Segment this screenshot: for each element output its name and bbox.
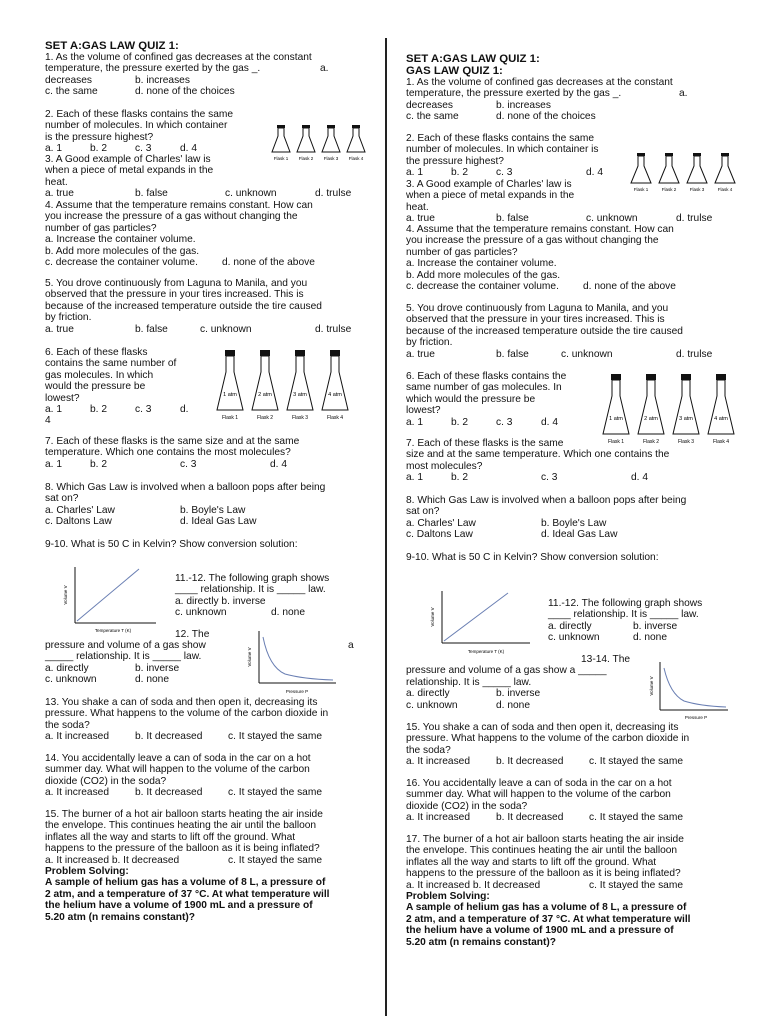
question-text: 13-14. The — [581, 654, 631, 665]
pressure-label: 1 atm — [609, 416, 623, 422]
pressure-label: 1 atm — [223, 392, 237, 398]
question-text: 11.-12. The following graph shows — [548, 598, 703, 609]
option-a: a. It increased — [406, 812, 470, 824]
option-a-marker: a. — [679, 88, 688, 100]
question-text: same number of gas molecules. In — [406, 382, 562, 394]
question-text: 4. Assume that the temperature remains constant. How can — [406, 224, 674, 235]
question-text: pressure and volume of a gas show a _____ — [406, 665, 607, 677]
option-a: a. directly — [406, 688, 450, 700]
option-a: a. true — [45, 323, 74, 335]
flask-label: Flask 4 — [348, 156, 364, 161]
left-question-7 — [45, 436, 363, 470]
option-c: c. 3 — [180, 458, 197, 470]
question-text: number of gas particles? — [45, 222, 157, 234]
problem-text: the helium have a volume of 1900 mL and a pressure of — [45, 900, 313, 912]
question-text: temperature, the pressure exerted by the gas _. — [45, 63, 261, 75]
option-b: b. inverse — [135, 662, 180, 674]
section-heading: Problem Solving: — [406, 891, 490, 902]
flask-label: Flask 1 — [273, 156, 289, 161]
question-text: would the pressure be — [45, 381, 146, 393]
question-text: summer day. What will happen to the volume of the carbon — [406, 789, 671, 801]
option-c: c. 3 — [496, 416, 513, 428]
flask-label: Flask 3 — [291, 415, 309, 421]
flask-icon — [708, 374, 734, 434]
question-text: the envelope. This continues heating the air until the balloon — [45, 820, 317, 832]
options-ab: a. It increased b. It decreased — [406, 879, 541, 891]
volume-temperature-graph — [428, 587, 548, 659]
right-quiz-subtitle: GAS LAW QUIZ 1: — [406, 65, 503, 77]
flask-icon — [252, 350, 278, 410]
volume-pressure-graph — [644, 658, 734, 724]
question-text: _____ relationship. It is _____ law. — [45, 651, 202, 663]
right-question-17 — [406, 834, 724, 891]
option-a: a. true — [406, 348, 435, 360]
right-quiz-title: SET A:GAS LAW QUIZ 1: — [406, 53, 540, 65]
option-c: c. unknown — [548, 632, 600, 644]
y-axis-label: Volume V — [649, 676, 654, 696]
left-question-5 — [45, 278, 363, 335]
flask-icon — [347, 125, 365, 152]
option-a: a. Charles' Law — [406, 517, 476, 529]
flask-icon — [322, 125, 340, 152]
option-a: a. 1 — [45, 143, 62, 155]
question-text: temperature. Which one contains the most molecules? — [45, 447, 291, 459]
option-d: d. 4 — [586, 167, 603, 179]
question-text: lowest? — [406, 405, 441, 417]
right-question-1 — [406, 77, 724, 123]
right-question-7 — [406, 438, 724, 484]
question-text: the pressure highest? — [406, 155, 504, 167]
question-text: when a piece of metal expands in the — [45, 165, 214, 177]
option-a: a. 1 — [45, 404, 62, 416]
right-question-13 — [406, 654, 646, 711]
flask-label: Flask 4 — [712, 439, 730, 445]
question-text: the envelope. This continues heating the air until the balloon — [406, 845, 678, 857]
left-question-9: 9-10. What is 50 C in Kelvin? Show conversion solution: — [45, 539, 298, 550]
question-text: you increase the pressure of a gas without changing the — [45, 211, 298, 223]
flask-icon — [673, 374, 699, 434]
option-a: a. true — [45, 188, 74, 200]
question-text: size and at the same temperature. Which one contains the — [406, 449, 670, 461]
flask-label: Flask 3 — [323, 156, 339, 161]
option-c: c. Daltons Law — [45, 516, 112, 528]
option-b: b. increases — [496, 99, 551, 111]
flask-icon — [297, 125, 315, 152]
option-d: d. none of the above — [222, 257, 315, 269]
question-text: summer day. What will happen to the volume of the carbon — [45, 764, 310, 776]
question-text: 14. You accidentally leave a can of soda in the car on a hot — [45, 753, 311, 764]
option-a: a. Increase the container volume. — [45, 234, 196, 246]
option-d: d. trulse — [315, 188, 352, 200]
flask-label: Flask 2 — [642, 439, 660, 445]
option-b: b. false — [135, 188, 168, 200]
option-d: d. 4 — [180, 143, 197, 155]
question-text: the soda? — [45, 719, 90, 731]
flask-label: Flask 1 — [633, 187, 649, 192]
left-question-11 — [175, 573, 365, 619]
question-text: by friction. — [45, 312, 92, 324]
question-text: the soda? — [406, 744, 451, 756]
flask-icon — [272, 125, 290, 152]
problem-text: 5.20 atm (n remains constant)? — [45, 911, 196, 923]
problem-text: 5.20 atm (n remains constant)? — [406, 936, 557, 948]
option-b: b. increases — [135, 74, 190, 86]
option-b: b. 2 — [451, 416, 468, 428]
question-text: dioxide (CO2) in the soda? — [406, 800, 528, 812]
question-text: observed that the pressure in your tires increased. This is — [406, 314, 665, 326]
question-text: relationship. It is _____ law. — [406, 676, 532, 688]
question-text: heat. — [45, 176, 68, 188]
option-c: c. 3 — [541, 472, 558, 484]
right-question-5 — [406, 303, 724, 360]
option-d: d. 4 — [631, 472, 648, 484]
option-d: d. none — [271, 607, 305, 619]
question-text: 15. You shake a can of soda and then open it, decreasing its — [406, 722, 679, 733]
right-question-15 — [406, 722, 724, 768]
question-text: 8. Which Gas Law is involved when a balloon pops after being — [45, 482, 326, 493]
option-a-marker: a. — [320, 63, 329, 75]
option-a: decreases — [406, 99, 454, 111]
option-c: c. It stayed the same — [589, 812, 683, 824]
left-question-4 — [45, 200, 363, 268]
question-text: 1. As the volume of confined gas decreases at the constant — [45, 52, 312, 63]
right-question-3 — [406, 179, 724, 225]
option-a: a. 1 — [45, 458, 62, 470]
flask-icon — [217, 350, 243, 410]
option-a: a. 1 — [406, 472, 423, 484]
right-problem-solving — [406, 891, 724, 948]
option-c: c. unknown — [175, 607, 227, 619]
question-text: heat. — [406, 201, 429, 213]
section-heading: Problem Solving: — [45, 866, 129, 877]
option-a: a. 1 — [406, 416, 423, 428]
right-question-16 — [406, 778, 724, 824]
question-text: when a piece of metal expands in the — [406, 190, 575, 202]
option-c: c. unknown — [406, 699, 458, 711]
question-text: inflates all the way and starts to lift off the ground. What — [45, 831, 296, 843]
option-b: b. 2 — [90, 404, 107, 416]
option-d: d. none — [633, 632, 667, 644]
problem-text: A sample of helium gas has a volume of 8 L, a pressure of — [45, 877, 326, 889]
flask-icon — [287, 350, 313, 410]
option-d-wrap: 4 — [45, 415, 51, 427]
volume-pressure-graph — [241, 627, 341, 697]
option-c: c. It stayed the same — [589, 879, 683, 891]
option-b: b. 2 — [90, 143, 107, 155]
option-d: d. trulse — [676, 348, 713, 360]
option-b: b. false — [496, 213, 529, 225]
option-a: a. true — [406, 213, 435, 225]
y-axis-label: Volume V — [247, 647, 252, 667]
question-text: 4. Assume that the temperature remains constant. How can — [45, 200, 313, 211]
option-b: b. inverse — [496, 688, 541, 700]
option-a: a. It increased — [45, 731, 109, 743]
pressure-label: 3 atm — [679, 416, 693, 422]
option-c: c. 3 — [135, 143, 152, 155]
option-d: d. Ideal Gas Law — [180, 516, 257, 528]
question-text: a — [348, 640, 354, 651]
option-b: b. false — [496, 348, 529, 360]
question-text: because of the increased temperature outside the tire caused — [406, 325, 683, 337]
flask-label: Flask 3 — [689, 187, 705, 192]
right-question-11 — [548, 598, 728, 644]
option-c: c. 3 — [135, 404, 152, 416]
left-question-3 — [45, 154, 363, 200]
pressure-label: 4 atm — [714, 416, 728, 422]
option-c: c. 3 — [496, 167, 513, 179]
question-text: pressure and volume of a gas show — [45, 640, 206, 651]
flask-icon — [322, 350, 348, 410]
flask-label: Flask 1 — [221, 415, 239, 421]
option-a: a. Increase the container volume. — [406, 258, 557, 270]
option-a: a. It increased — [406, 756, 470, 768]
question-text: 11.-12. The following graph shows — [175, 573, 330, 584]
question-text: 1. As the volume of confined gas decreases at the constant — [406, 77, 673, 88]
option-c: c. It stayed the same — [228, 854, 322, 866]
question-text: 6. Each of these flasks contains the — [406, 371, 567, 382]
option-b: b. It decreased — [135, 787, 203, 799]
question-text: happens to the pressure of the balloon as it is being inflated? — [406, 868, 681, 880]
option-d: d. Ideal Gas Law — [541, 529, 618, 541]
question-text: 7. Each of these flasks is the same — [406, 438, 564, 449]
column-divider — [385, 38, 387, 1016]
question-text: lowest? — [45, 392, 80, 404]
option-a: a. It increased — [45, 787, 109, 799]
flask-label: Flask 2 — [256, 415, 274, 421]
question-text: by friction. — [406, 337, 453, 349]
question-text: sat on? — [406, 506, 440, 518]
x-axis-label: Temperature T (K) — [467, 649, 505, 654]
question-text: 2. Each of these flasks contains the same — [45, 109, 234, 120]
flask-label: Flask 2 — [661, 187, 677, 192]
option-c: c. unknown — [586, 213, 638, 225]
question-text: 6. Each of these flasks — [45, 347, 148, 358]
option-b: b. false — [135, 323, 168, 335]
option-a: a. 1 — [406, 167, 423, 179]
option-d: d. — [180, 404, 189, 416]
option-b: b. It decreased — [496, 756, 564, 768]
option-c: c. It stayed the same — [228, 731, 322, 743]
question-text: most molecules? — [406, 460, 483, 472]
option-c: c. unknown — [561, 348, 613, 360]
question-text: inflates all the way and starts to lift off the ground. What — [406, 856, 657, 868]
options-ab: a. directly b. inverse — [175, 595, 266, 607]
option-b: b. Boyle's Law — [541, 517, 607, 529]
option-a: a. Charles' Law — [45, 504, 115, 516]
question-text: 2. Each of these flasks contains the same — [406, 133, 595, 144]
problem-text: A sample of helium gas has a volume of 8 L, a pressure of — [406, 902, 687, 914]
question-text: ____ relationship. It is _____ law. — [548, 609, 699, 621]
question-text: observed that the pressure in your tires increased. This is — [45, 289, 304, 301]
flask-icon — [603, 374, 629, 434]
pressure-label: 4 atm — [328, 392, 342, 398]
y-axis-label: Volume V — [430, 607, 435, 627]
question-text: ____ relationship. It is _____ law. — [175, 584, 326, 596]
pressure-label: 2 atm — [644, 416, 658, 422]
right-question-4 — [406, 224, 724, 292]
question-text: 5. You drove continuously from Laguna to Manila, and you — [45, 278, 308, 289]
option-b: b. 2 — [451, 167, 468, 179]
option-d: d. 4 — [270, 458, 287, 470]
option-b: b. inverse — [633, 620, 678, 632]
left-question-12-head: 12. The — [175, 629, 210, 640]
left-quiz-title: SET A:GAS LAW QUIZ 1: — [45, 40, 179, 52]
question-text: dioxide (CO2) in the soda? — [45, 775, 167, 787]
question-text: number of molecules. In which container is — [406, 144, 599, 156]
option-a: decreases — [45, 74, 93, 86]
problem-text: 2 atm, and a temperature of 37 °C. At what temperature will — [45, 888, 330, 900]
option-a: a. directly — [548, 620, 592, 632]
problem-text: the helium have a volume of 1900 mL and a pressure of — [406, 925, 674, 937]
pressure-label: 2 atm — [258, 392, 272, 398]
question-text: 17. The burner of a hot air balloon starts heating the air inside — [406, 834, 684, 845]
option-d: d. none of the choices — [135, 86, 235, 98]
question-text: 15. The burner of a hot air balloon starts heating the air inside — [45, 809, 323, 820]
flask-label: Flask 1 — [607, 439, 625, 445]
option-d: d. 4 — [541, 416, 558, 428]
question-text: number of molecules. In which container — [45, 120, 228, 132]
options-ab: a. It increased b. It decreased — [45, 854, 180, 866]
option-b: b. Boyle's Law — [180, 504, 246, 516]
option-b: b. It decreased — [135, 731, 203, 743]
option-c: c. unknown — [45, 674, 97, 686]
question-text: 3. A Good example of Charles' law is — [45, 154, 211, 165]
flask-label: Flask 3 — [677, 439, 695, 445]
question-text: 8. Which Gas Law is involved when a balloon pops after being — [406, 495, 687, 506]
option-c: c. decrease the container volume. — [406, 281, 559, 293]
question-text: happens to the pressure of the balloon as it is being inflated? — [45, 843, 320, 855]
option-c: c. It stayed the same — [228, 787, 322, 799]
flask-label: Flask 4 — [717, 187, 733, 192]
right-question-8 — [406, 495, 724, 541]
left-problem-solving — [45, 866, 363, 923]
flask-icon — [638, 374, 664, 434]
problem-text: 2 atm, and a temperature of 37 °C. At what temperature will — [406, 913, 691, 925]
question-text: temperature, the pressure exerted by the gas _. — [406, 88, 622, 100]
option-c: c. It stayed the same — [589, 756, 683, 768]
option-d: d. none — [496, 699, 530, 711]
question-text: because of the increased temperature outside the tire caused — [45, 300, 322, 312]
option-d: d. none — [135, 674, 169, 686]
option-d: d. trulse — [315, 323, 352, 335]
question-text: pressure. What happens to the volume of the carbon dioxide in — [406, 733, 690, 745]
flask-label: Flask 2 — [298, 156, 314, 161]
question-text: sat on? — [45, 493, 79, 505]
left-question-1 — [45, 52, 363, 98]
question-text: 13. You shake a can of soda and then open it, decreasing its — [45, 697, 318, 708]
left-question-15 — [45, 809, 363, 866]
x-axis-label: Pressure P — [285, 689, 309, 694]
volume-temperature-graph — [61, 563, 171, 638]
option-d: d. none of the above — [583, 281, 676, 293]
question-text: gas molecules. In which — [45, 369, 154, 381]
option-b: b. 2 — [451, 472, 468, 484]
option-c: c. the same — [45, 86, 98, 98]
option-d: d. trulse — [676, 213, 713, 225]
option-c: c. Daltons Law — [406, 529, 473, 541]
option-b: b. It decreased — [496, 812, 564, 824]
left-question-13 — [45, 697, 363, 743]
question-text: 3. A Good example of Charles' law is — [406, 179, 572, 190]
option-a: a. directly — [45, 662, 89, 674]
left-question-8 — [45, 482, 363, 528]
option-c: c. unknown — [225, 188, 277, 200]
option-c: c. unknown — [200, 323, 252, 335]
y-axis-label: Volume V — [63, 585, 68, 605]
flask-diagram-large — [215, 348, 365, 424]
option-b: b. Add more molecules of the gas. — [406, 269, 561, 281]
flask-diagram-large — [601, 372, 751, 448]
question-text: 5. You drove continuously from Laguna to Manila, and you — [406, 303, 669, 314]
pressure-label: 3 atm — [293, 392, 307, 398]
question-text: pressure. What happens to the volume of the carbon dioxide in — [45, 708, 329, 720]
flask-label: Flask 4 — [326, 415, 344, 421]
option-d: d. none of the choices — [496, 111, 596, 123]
option-b: b. Add more molecules of the gas. — [45, 245, 200, 257]
question-text: you increase the pressure of a gas without changing the — [406, 235, 659, 247]
question-text: 7. Each of these flasks is the same size and at the same — [45, 436, 300, 447]
option-b: b. 2 — [90, 458, 107, 470]
x-axis-label: Temperature T (K) — [94, 628, 132, 633]
x-axis-label: Pressure P — [684, 715, 708, 720]
left-question-14 — [45, 753, 363, 799]
question-text: which would the pressure be — [406, 393, 536, 405]
option-c: c. the same — [406, 111, 459, 123]
question-text: is the pressure highest? — [45, 131, 154, 143]
right-question-9: 9-10. What is 50 C in Kelvin? Show conversion solution: — [406, 552, 659, 563]
question-text: contains the same number of — [45, 358, 177, 370]
question-text: 16. You accidentally leave a can of soda in the car on a hot — [406, 778, 672, 789]
question-text: number of gas particles? — [406, 246, 518, 258]
option-c: c. decrease the container volume. — [45, 257, 198, 269]
